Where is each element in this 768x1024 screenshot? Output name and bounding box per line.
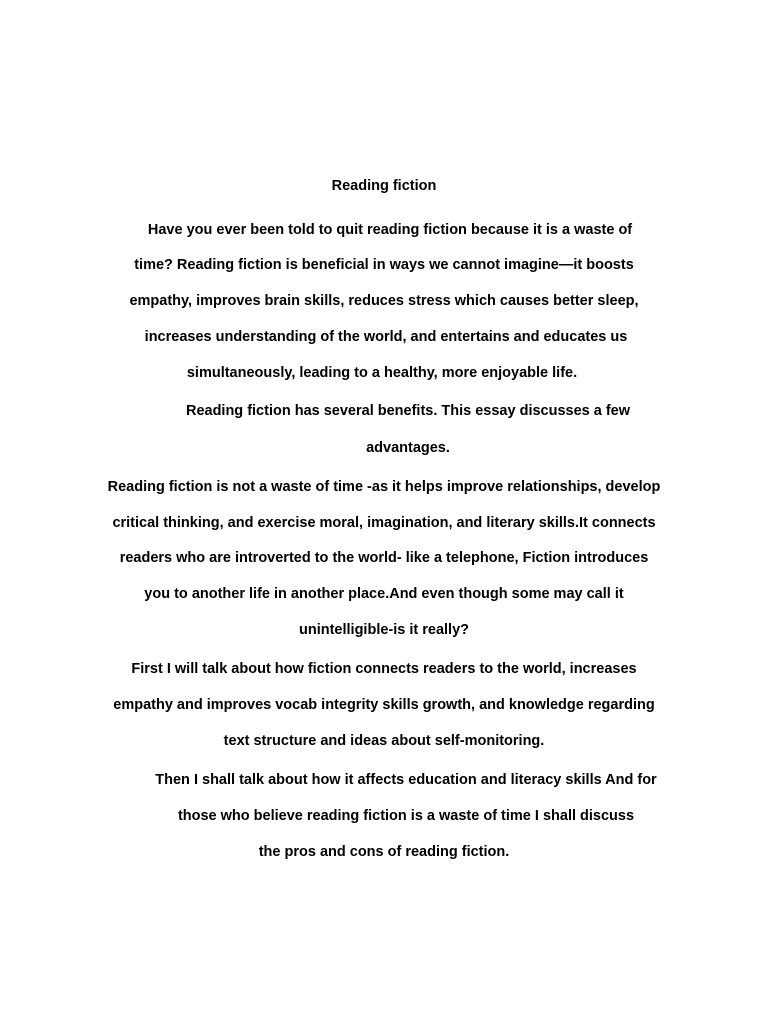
paragraph-5-line-1: Then I shall talk about how it affects education and literacy skills And for xyxy=(155,772,657,788)
document-title: Reading fiction xyxy=(331,178,437,194)
paragraph-3-line-2: critical thinking, and exercise moral, imagination, and literary skills.It connects xyxy=(112,515,656,531)
paragraph-2-line-1: Reading fiction has several benefits. This essay discusses a few xyxy=(185,403,631,419)
paragraph-1-line-3: empathy, improves brain skills, reduces stress which causes better sleep, xyxy=(129,293,639,309)
paragraph-1-line-4: increases understanding of the world, and entertains and educates us xyxy=(144,329,628,345)
paragraph-3-line-5: unintelligible-is it really? xyxy=(299,622,469,638)
paragraph-3-line-4: you to another life in another place.And even though some may call it xyxy=(144,586,624,602)
paragraph-1-line-1: Have you ever been told to quit reading fiction because it is a waste of xyxy=(147,222,633,238)
paragraph-4-line-1: First I will talk about how fiction connects readers to the world, increases xyxy=(131,661,637,677)
paragraph-1-line-2: time? Reading fiction is beneficial in ways we cannot imagine—it boosts xyxy=(134,257,634,273)
paragraph-3-line-1: Reading fiction is not a waste of time -as it helps improve relationships, develop xyxy=(107,479,661,495)
paragraph-5-line-3: the pros and cons of reading fiction. xyxy=(258,844,510,860)
paragraph-4-line-2: empathy and improves vocab integrity skills growth, and knowledge regarding xyxy=(113,697,655,713)
paragraph-2-line-2: advantages. xyxy=(366,440,450,456)
paragraph-3-line-3: readers who are introverted to the world- like a telephone, Fiction introduces xyxy=(119,550,649,566)
paragraph-4-line-3: text structure and ideas about self-monitoring. xyxy=(223,733,545,749)
paragraph-5-line-2: those who believe reading fiction is a waste of time I shall discuss xyxy=(177,808,635,824)
paragraph-1-line-5: simultaneously, leading to a healthy, more enjoyable life. xyxy=(186,365,578,381)
